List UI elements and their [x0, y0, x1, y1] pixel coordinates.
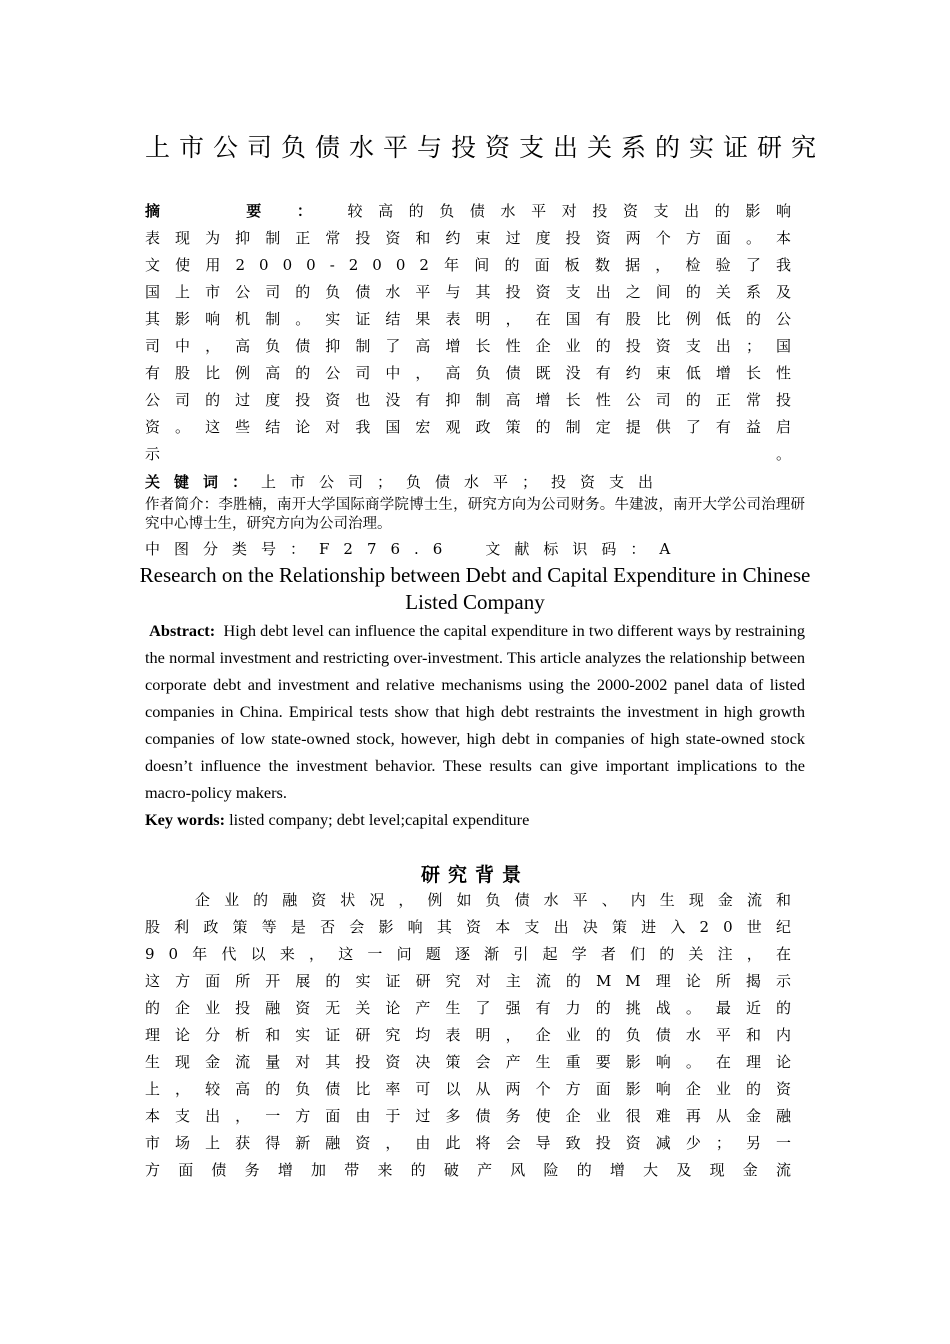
chinese-keywords-text: 上市公司；负债水平；投资支出 — [261, 473, 668, 491]
english-abstract-text: High debt level can influence the capital expenditure in two different ways by restraining the normal investment and restricting over-investment. This article analyzes the relationship between corporate debt and investment and relative mechanisms using the 2000-2002 panel data of listed companies in China. Empirical tests show that high debt restraints the investment in high growth companies of low state-owned stock, however, high debt in companies of high state-owned stock doesn’t influence the investment behavior. These results can give important implications to the macro-policy makers. — [145, 621, 805, 802]
chinese-abstract-text: 较高的负债水平对投资支出的影响表现为抑制正常投资和约束过度投资两个方面。本文使用2000-2002年间的面板数据，检验了我国上市公司的负债水平与其投资支出之间的关系及其影响机制。实证结果表明，在国有股比例低的公司中，高负债抑制了高增长性企业的投资支出；国有股比例高的公司中，高负债既没有约束低增长性公司的过度投资也没有抑制高增长性公司的正常投资。这些结论对我国宏观政策的制定提供了有益启示。 — [145, 202, 805, 463]
section-body — [145, 887, 805, 1184]
chinese-keywords-label: 关键词： — [145, 473, 262, 491]
chinese-abstract-label: 摘 要： — [145, 202, 348, 220]
author-intro: 作者简介：李胜楠，南开大学国际商学院博士生，研究方向为公司财务。牛建波，南开大学公司治理研究中心博士生，研究方向为公司治理。 — [145, 497, 805, 532]
chinese-keywords — [145, 469, 805, 496]
english-title: Research on the Relationship between Debt and Capital Expenditure in Chinese Listed Company — [139, 563, 811, 614]
english-abstract-label: Abstract: — [149, 621, 216, 640]
english-keywords-label: Key words: — [145, 810, 226, 829]
chinese-abstract — [145, 198, 805, 468]
section-body-text: 企业的融资状况，例如负债水平、内生现金流和股利政策等是否会影响其资本支出决策进入20世纪90年代以来，这一问题逐渐引起学者们的关注，在这方面所开展的实证研究对主流的MM理论所揭示的企业投融资无关论产生了强有力的挑战。最近的理论分析和实证研究均表明，企业的负债水平和内生现金流量对其投资决策会产生重要影响。在理论上，较高的负债比率可以从两个方面影响企业的资本支出，一方面由于过多债务使企业很难再从金融市场上获得新融资，由此将会导致投资减少；另一方面债务增加带来的破产风险的增大及现金流 — [145, 891, 805, 1179]
paper-title: 上市公司负债水平与投资支出关系的实证研究 — [145, 133, 826, 162]
section-heading: 研究背景 — [420, 864, 529, 886]
classification-line: 中图分类号：F276.6 文献标识码：A — [145, 540, 685, 558]
english-keywords-text: listed company; debt level;capital expenditure — [229, 810, 530, 829]
english-keywords — [145, 806, 805, 833]
english-abstract — [145, 617, 805, 806]
